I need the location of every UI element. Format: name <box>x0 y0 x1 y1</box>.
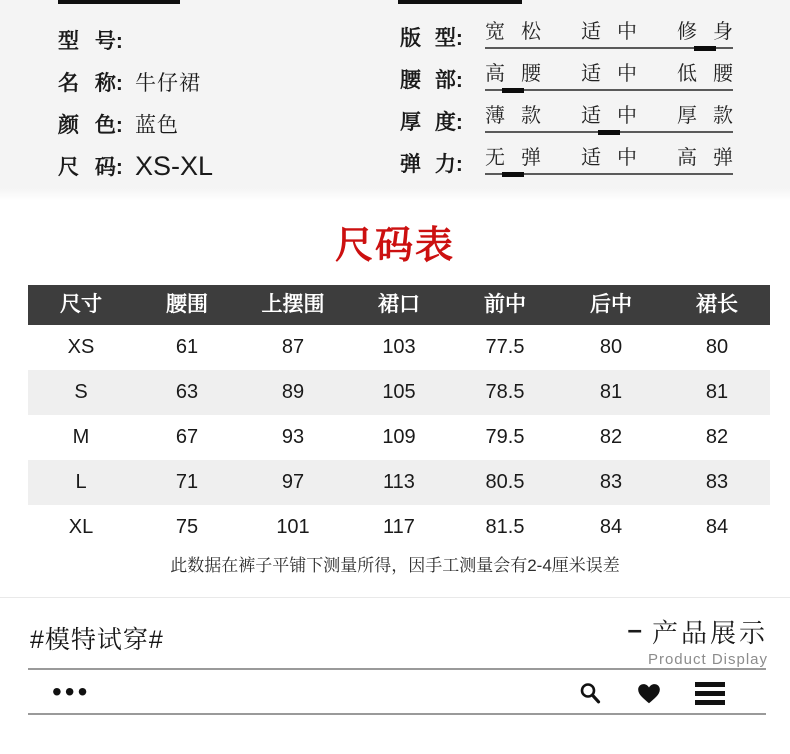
spec-option-row <box>400 57 735 99</box>
spec-option: 高 弹 <box>677 147 733 169</box>
toolbar-icons <box>577 681 725 705</box>
table-cell: 117 <box>383 516 415 538</box>
spec-row <box>58 61 213 103</box>
spec-panel <box>0 0 790 200</box>
table-cell: 80 <box>599 336 623 358</box>
column-header: 上摆围 <box>261 293 325 316</box>
table-cell: 93 <box>281 426 305 448</box>
column-header: 前中 <box>484 293 526 316</box>
table-cell: 87 <box>281 336 305 358</box>
toolbar-top-line <box>28 668 766 670</box>
table-cell: XS <box>67 336 95 358</box>
spec-option: 薄 款 <box>485 105 541 127</box>
table-cell: 83 <box>599 471 623 493</box>
table-cell: 77.5 <box>485 336 525 358</box>
spec-label: 厚 度: <box>400 111 463 134</box>
table-row <box>28 370 770 415</box>
spec-option-row <box>400 99 735 141</box>
spec-label: 弹 力: <box>400 153 463 176</box>
size-chart-title: 尺码表 <box>334 225 455 267</box>
table-cell: 84 <box>599 516 623 538</box>
table-cell: 84 <box>705 516 729 538</box>
measurement-note: 此数据在裤子平铺下测量所得，因手工测量会有2-4厘米误差 <box>170 556 620 575</box>
size-table-body <box>28 325 770 550</box>
spec-label: 颜 色: <box>58 114 123 137</box>
table-cell: 81 <box>705 381 729 403</box>
spec-option: 宽 松 <box>485 21 541 43</box>
spec-option: 厚 款 <box>677 105 733 127</box>
spec-option: 适 中 <box>581 63 637 85</box>
dash-icon: – <box>627 614 642 644</box>
option-scale <box>485 145 733 175</box>
table-cell: S <box>74 381 88 403</box>
toolbar-bottom-line <box>28 713 766 715</box>
table-row <box>28 415 770 460</box>
spec-option: 适 中 <box>581 21 637 43</box>
selected-option-marker <box>502 88 524 93</box>
table-cell: 101 <box>276 516 310 538</box>
table-row <box>28 460 770 505</box>
spec-value: XS-XL <box>135 150 214 181</box>
spec-option: 无 弹 <box>485 147 541 169</box>
table-cell: 63 <box>175 381 199 403</box>
search-icon[interactable] <box>577 681 603 705</box>
option-scale <box>485 61 733 91</box>
spec-option: 低 腰 <box>677 63 733 85</box>
option-scale <box>485 19 733 49</box>
spec-option-row <box>400 15 735 57</box>
left-section-underline <box>58 0 180 4</box>
selected-option-marker <box>502 172 524 177</box>
table-cell: 103 <box>382 336 416 358</box>
option-scale <box>485 103 733 133</box>
spec-option: 修 身 <box>677 21 733 43</box>
spec-row <box>58 19 213 61</box>
spec-label: 型 号: <box>58 30 123 53</box>
right-section-underline <box>398 0 522 4</box>
model-tryon-hashtag: #模特试穿# <box>30 626 164 654</box>
column-header: 裙长 <box>696 293 738 316</box>
spec-option: 适 中 <box>581 147 637 169</box>
spec-option-row <box>400 141 735 183</box>
product-display-block <box>628 613 768 668</box>
menu-icon[interactable] <box>695 682 725 705</box>
table-cell: 78.5 <box>485 381 525 403</box>
specs-right <box>400 15 735 183</box>
spec-label: 尺 码: <box>58 156 123 179</box>
table-cell: L <box>75 471 87 493</box>
table-cell: 61 <box>175 336 199 358</box>
column-header: 腰围 <box>166 293 208 316</box>
selected-option-marker <box>598 130 620 135</box>
table-cell: 71 <box>175 471 199 493</box>
spec-option: 适 中 <box>581 105 637 127</box>
table-cell: 79.5 <box>485 426 525 448</box>
size-table <box>28 285 770 550</box>
spec-value: 蓝色 <box>135 114 179 137</box>
table-cell: 97 <box>281 471 305 493</box>
spec-label: 版 型: <box>400 27 463 50</box>
table-cell: M <box>72 426 90 448</box>
table-cell: 83 <box>705 471 729 493</box>
size-table-header <box>28 285 770 325</box>
table-row <box>28 325 770 370</box>
spec-row <box>58 103 213 145</box>
table-cell: 89 <box>281 381 305 403</box>
table-cell: 80.5 <box>485 471 525 493</box>
selected-option-marker <box>694 46 716 51</box>
more-dots-button[interactable]: ••• <box>52 676 91 707</box>
column-header: 裙口 <box>378 293 420 316</box>
table-cell: 113 <box>383 471 415 493</box>
table-cell: 109 <box>382 426 416 448</box>
heart-icon[interactable] <box>636 681 662 705</box>
table-cell: 82 <box>599 426 623 448</box>
column-header: 后中 <box>590 293 632 316</box>
table-cell: XL <box>68 516 94 538</box>
spec-option: 高 腰 <box>485 63 541 85</box>
table-cell: 82 <box>705 426 729 448</box>
product-display-subtitle: Product Display <box>647 651 768 668</box>
spec-label: 腰 部: <box>400 69 463 92</box>
table-cell: 81 <box>599 381 623 403</box>
section-divider <box>0 597 790 598</box>
table-cell: 67 <box>175 426 199 448</box>
table-cell: 80 <box>705 336 729 358</box>
specs-left <box>58 19 213 187</box>
table-cell: 105 <box>382 381 416 403</box>
table-cell: 75 <box>175 516 199 538</box>
product-display-title: 产品展示 <box>651 618 768 648</box>
table-row <box>28 505 770 550</box>
spec-row <box>58 145 213 187</box>
table-cell: 81.5 <box>485 516 525 538</box>
column-header: 尺寸 <box>60 293 102 316</box>
spec-value: 牛仔裙 <box>135 72 201 95</box>
spec-label: 名 称: <box>58 72 123 95</box>
